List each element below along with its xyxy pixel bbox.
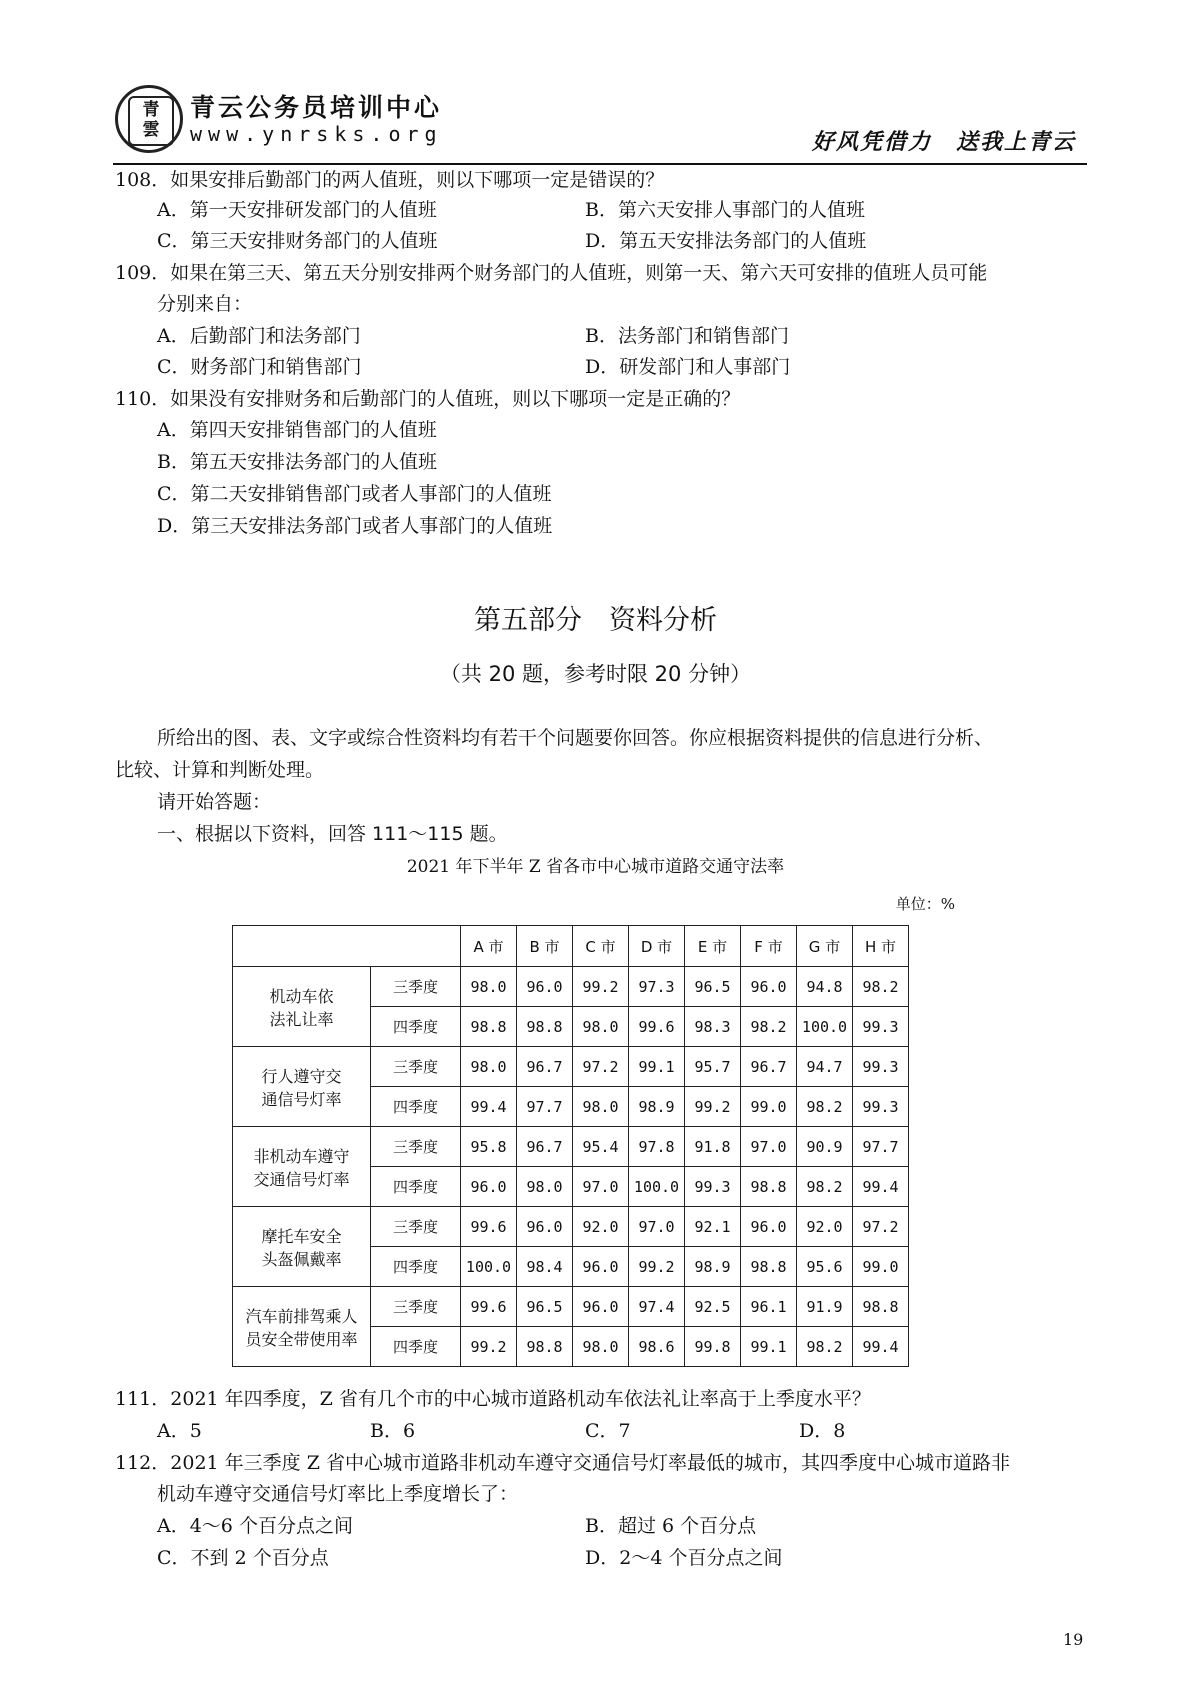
table-cell: 95.7 <box>685 1047 741 1087</box>
season-label: 三季度 <box>371 1287 461 1327</box>
table-cell: 99.4 <box>853 1167 909 1207</box>
section-intro-line1: 所给出的图、表、文字或综合性资料均有若干个问题要你回答。你应根据资料提供的信息进行分析、 <box>157 727 994 749</box>
table-header-row <box>233 926 909 967</box>
table-cell: 99.1 <box>629 1047 685 1087</box>
table-cell: 99.2 <box>629 1247 685 1287</box>
season-label: 三季度 <box>371 1207 461 1247</box>
table-cell: 100.0 <box>797 1007 853 1047</box>
column-header: H 市 <box>853 926 909 967</box>
table-cell: 92.0 <box>797 1207 853 1247</box>
table-cell: 92.1 <box>685 1207 741 1247</box>
table-header-blank <box>233 926 461 967</box>
table-cell: 98.8 <box>741 1247 797 1287</box>
table-cell: 97.3 <box>629 967 685 1007</box>
table-cell: 98.0 <box>517 1167 573 1207</box>
table-cell: 97.0 <box>629 1207 685 1247</box>
table-cell: 97.0 <box>741 1127 797 1167</box>
table-cell: 98.6 <box>629 1327 685 1367</box>
column-header: D 市 <box>629 926 685 967</box>
column-header: A 市 <box>461 926 517 967</box>
table-cell: 90.9 <box>797 1127 853 1167</box>
table-cell: 98.0 <box>573 1327 629 1367</box>
question-111-option-c: C．7 <box>585 1420 631 1442</box>
table-cell: 96.7 <box>741 1047 797 1087</box>
table-cell: 99.8 <box>685 1327 741 1367</box>
table-cell: 99.6 <box>461 1207 517 1247</box>
table-cell: 98.0 <box>573 1007 629 1047</box>
question-112-option-d: D．2～4 个百分点之间 <box>585 1547 783 1569</box>
table-cell: 91.9 <box>797 1287 853 1327</box>
metric-label: 机动车依 <box>233 967 371 1007</box>
table-body <box>233 926 909 1367</box>
logo-seal-char-bottom: 雲 <box>142 120 160 140</box>
page-number: 19 <box>1063 1630 1084 1649</box>
table-cell: 92.0 <box>573 1207 629 1247</box>
table-cell: 100.0 <box>461 1247 517 1287</box>
table-cell: 98.2 <box>741 1007 797 1047</box>
question-108-option-c: C．第三天安排财务部门的人值班 <box>157 230 438 252</box>
table-row <box>233 1207 909 1247</box>
header-divider <box>113 163 1087 165</box>
question-110-option-b: B．第五天安排法务部门的人值班 <box>157 451 437 473</box>
table-row <box>233 1287 909 1327</box>
question-109-stem-cont: 分别来自： <box>157 293 253 315</box>
org-name: 青云公务员培训中心 <box>190 93 443 122</box>
table-cell: 96.0 <box>517 1207 573 1247</box>
table-cell: 98.9 <box>629 1087 685 1127</box>
question-110-option-c: C．第二天安排销售部门或者人事部门的人值班 <box>157 483 552 505</box>
table-cell: 98.8 <box>517 1327 573 1367</box>
table-cell: 99.4 <box>461 1087 517 1127</box>
table-cell: 98.0 <box>461 967 517 1007</box>
table-cell: 97.7 <box>517 1087 573 1127</box>
question-108-stem: 108．如果安排后勤部门的两人值班，则以下哪项一定是错误的？ <box>115 169 665 191</box>
table-unit: 单位：% <box>895 895 955 913</box>
table-cell: 95.8 <box>461 1127 517 1167</box>
table-cell: 96.1 <box>741 1287 797 1327</box>
question-109-option-a: A．后勤部门和法务部门 <box>157 325 361 347</box>
logo-seal-char-top: 青 <box>142 100 160 120</box>
question-109-stem: 109．如果在第三天、第五天分别安排两个财务部门的人值班，则第一天、第六天可安排的值班人员可能 <box>115 262 988 284</box>
section-title: 第五部分 资料分析 <box>474 605 717 636</box>
column-header: B 市 <box>517 926 573 967</box>
table-cell: 92.5 <box>685 1287 741 1327</box>
table-cell: 97.0 <box>573 1167 629 1207</box>
header-slogan: 好风凭借力 送我上青云 <box>811 129 1076 155</box>
table-cell: 96.0 <box>741 967 797 1007</box>
question-109-option-c: C．财务部门和销售部门 <box>157 356 362 378</box>
column-header: C 市 <box>573 926 629 967</box>
table-cell: 98.8 <box>853 1287 909 1327</box>
question-112-option-c: C．不到 2 个百分点 <box>157 1547 329 1569</box>
question-109-option-b: B．法务部门和销售部门 <box>585 325 789 347</box>
table-cell: 96.0 <box>573 1247 629 1287</box>
question-108-option-a: A．第一天安排研发部门的人值班 <box>157 199 437 221</box>
table-cell: 98.2 <box>853 967 909 1007</box>
metric-label: 法礼让率 <box>233 1007 371 1047</box>
table-cell: 98.8 <box>517 1007 573 1047</box>
question-110-stem: 110．如果没有安排财务和后勤部门的人值班，则以下哪项一定是正确的？ <box>115 388 741 410</box>
question-112-option-a: A．4～6 个百分点之间 <box>157 1515 353 1537</box>
section-subtitle: （共 20 题，参考时限 20 分钟） <box>439 662 752 686</box>
metric-label: 摩托车安全 <box>233 1207 371 1247</box>
table-cell: 98.2 <box>797 1327 853 1367</box>
metric-label: 汽车前排驾乘人 <box>233 1287 371 1327</box>
table-cell: 96.0 <box>573 1287 629 1327</box>
question-110-option-a: A．第四天安排销售部门的人值班 <box>157 419 437 441</box>
season-label: 四季度 <box>371 1327 461 1367</box>
table-cell: 97.7 <box>853 1127 909 1167</box>
season-label: 四季度 <box>371 1087 461 1127</box>
question-111-option-b: B．6 <box>370 1420 416 1442</box>
table-cell: 99.0 <box>853 1247 909 1287</box>
table-cell: 98.0 <box>461 1047 517 1087</box>
table-cell: 99.6 <box>461 1287 517 1327</box>
table-cell: 100.0 <box>629 1167 685 1207</box>
table-row <box>233 1087 909 1127</box>
metric-label: 交通信号灯率 <box>233 1167 371 1207</box>
org-url: www.ynrsks.org <box>190 122 443 146</box>
section-intro-line2: 比较、计算和判断处理。 <box>115 759 325 781</box>
table-cell: 96.5 <box>517 1287 573 1327</box>
metric-label: 行人遵守交 <box>233 1047 371 1087</box>
table-cell: 99.2 <box>685 1087 741 1127</box>
table-cell: 96.0 <box>461 1167 517 1207</box>
table-cell: 99.3 <box>853 1087 909 1127</box>
season-label: 三季度 <box>371 1127 461 1167</box>
table-row <box>233 1007 909 1047</box>
table-cell: 98.2 <box>797 1167 853 1207</box>
table-cell: 99.2 <box>573 967 629 1007</box>
logo-seal <box>115 85 183 153</box>
metric-label: 头盔佩戴率 <box>233 1247 371 1287</box>
season-label: 三季度 <box>371 1047 461 1087</box>
table-cell: 98.4 <box>517 1247 573 1287</box>
table-cell: 94.7 <box>797 1047 853 1087</box>
table-row <box>233 1167 909 1207</box>
season-label: 三季度 <box>371 967 461 1007</box>
table-row <box>233 967 909 1007</box>
table-cell: 96.7 <box>517 1047 573 1087</box>
section-start: 请开始答题： <box>157 791 272 813</box>
table-cell: 98.3 <box>685 1007 741 1047</box>
table-cell: 98.8 <box>741 1167 797 1207</box>
data-table <box>232 925 909 1367</box>
table-cell: 98.2 <box>797 1087 853 1127</box>
table-cell: 97.8 <box>629 1127 685 1167</box>
season-label: 四季度 <box>371 1007 461 1047</box>
column-header: E 市 <box>685 926 741 967</box>
table-cell: 99.3 <box>853 1007 909 1047</box>
table-cell: 95.6 <box>797 1247 853 1287</box>
question-108-option-b: B．第六天安排人事部门的人值班 <box>585 199 865 221</box>
question-111-option-d: D．8 <box>799 1420 846 1442</box>
question-112-stem-cont: 机动车遵守交通信号灯率比上季度增长了： <box>157 1483 519 1505</box>
question-110-option-d: D．第三天安排法务部门或者人事部门的人值班 <box>157 515 553 537</box>
table-row <box>233 1327 909 1367</box>
table-cell: 96.5 <box>685 967 741 1007</box>
column-header: G 市 <box>797 926 853 967</box>
section-group-1: 一、根据以下资料，回答 111～115 题。 <box>157 823 508 845</box>
season-label: 四季度 <box>371 1247 461 1287</box>
column-header: F 市 <box>741 926 797 967</box>
table-cell: 99.6 <box>629 1007 685 1047</box>
table-cell: 99.3 <box>685 1167 741 1207</box>
table-cell: 98.0 <box>573 1087 629 1127</box>
question-112-option-b: B．超过 6 个百分点 <box>585 1515 757 1537</box>
question-111-stem: 111．2021 年四季度，Z 省有几个市的中心城市道路机动车依法礼让率高于上季度水平？ <box>115 1388 871 1410</box>
question-108-option-d: D．第五天安排法务部门的人值班 <box>585 230 867 252</box>
table-cell: 99.1 <box>741 1327 797 1367</box>
table-cell: 99.3 <box>853 1047 909 1087</box>
table-cell: 97.4 <box>629 1287 685 1327</box>
season-label: 四季度 <box>371 1167 461 1207</box>
metric-label: 员安全带使用率 <box>233 1327 371 1367</box>
logo-seal-frame <box>128 96 174 146</box>
table-cell: 96.0 <box>517 967 573 1007</box>
table-cell: 96.7 <box>517 1127 573 1167</box>
table-cell: 99.4 <box>853 1327 909 1367</box>
table-row <box>233 1127 909 1167</box>
table-row <box>233 1047 909 1087</box>
table-cell: 99.0 <box>741 1087 797 1127</box>
question-109-option-d: D．研发部门和人事部门 <box>585 356 791 378</box>
table-cell: 97.2 <box>853 1207 909 1247</box>
table-cell: 96.0 <box>741 1207 797 1247</box>
table-cell: 98.9 <box>685 1247 741 1287</box>
table-cell: 99.2 <box>461 1327 517 1367</box>
metric-label: 非机动车遵守 <box>233 1127 371 1167</box>
table-row <box>233 1247 909 1287</box>
metric-label: 通信号灯率 <box>233 1087 371 1127</box>
table-title: 2021 年下半年 Z 省各市中心城市道路交通守法率 <box>406 857 785 877</box>
question-112-stem: 112．2021 年三季度 Z 省中心城市道路非机动车遵守交通信号灯率最低的城市，其四季度中心城市道路非 <box>115 1452 1010 1474</box>
table-cell: 95.4 <box>573 1127 629 1167</box>
table-cell: 94.8 <box>797 967 853 1007</box>
table-cell: 98.8 <box>461 1007 517 1047</box>
question-111-option-a: A．5 <box>157 1420 202 1442</box>
table-cell: 91.8 <box>685 1127 741 1167</box>
table-cell: 97.2 <box>573 1047 629 1087</box>
